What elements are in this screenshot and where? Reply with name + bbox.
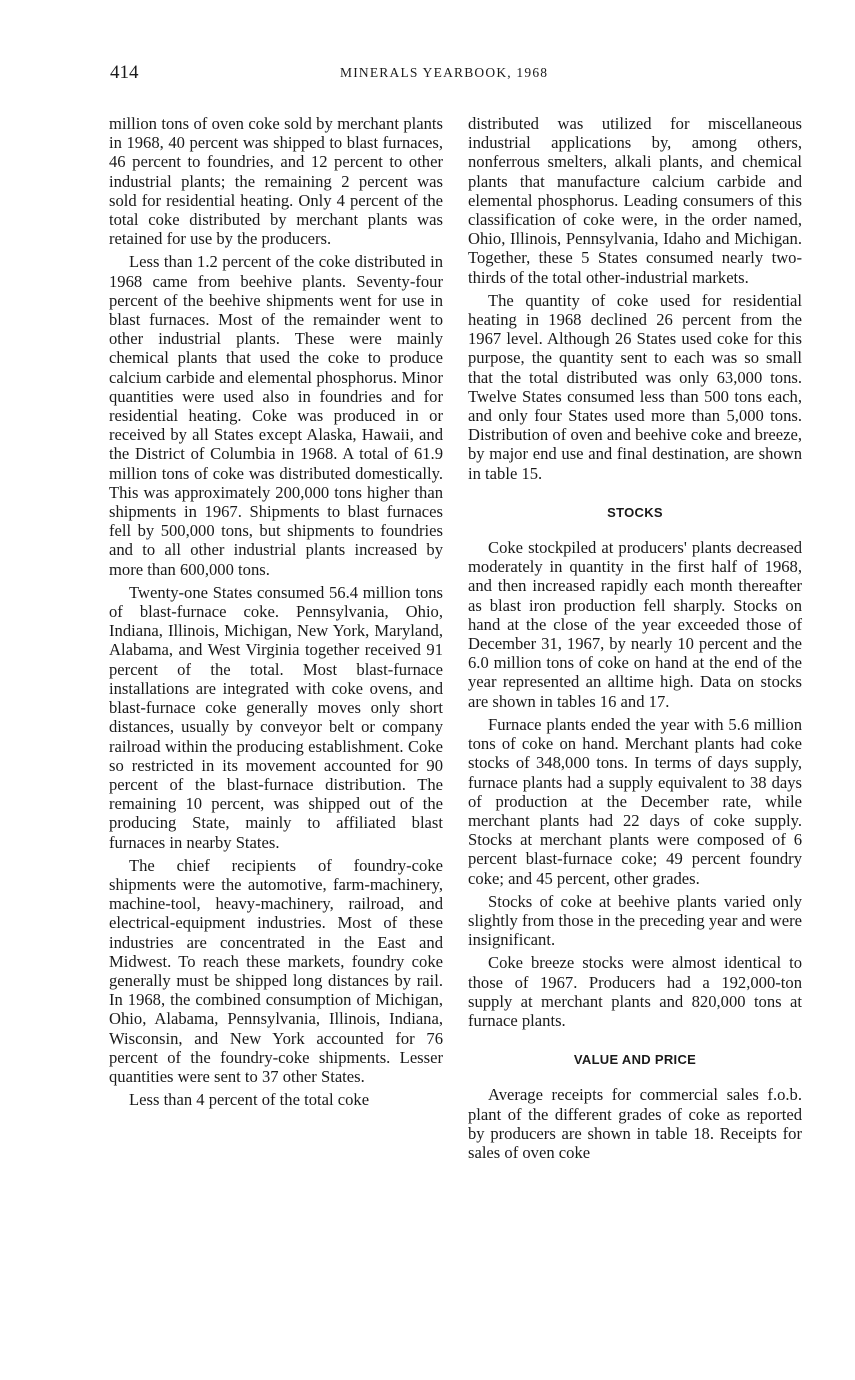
paragraph: Average receipts for commercial sales f.o.b. plant of the different grades of coke as reported by producers are shown in table 18. Receipts for sales of oven coke bbox=[468, 1085, 802, 1162]
paragraph: The quantity of coke used for residential heating in 1968 declined 26 percent from the 1967 level. Although 26 States used coke for this purpose, the quantity sent to each was so small that the total distributed was only 63,000 tons. Twelve States consumed less than 500 tons each, and only four States used more than 5,000 tons. Distribution of oven and beehive coke and breeze, by major end use and final destination, are shown in table 15. bbox=[468, 290, 802, 483]
paragraph: Furnace plants ended the year with 5.6 million tons of coke on hand. Merchant plants had coke stocks of 348,000 tons. In terms of days supply, furnace plants had a supply equivalent to 38 days of production at the December rate, while merchant plants had 22 days of coke supply. Stocks at merchant plants were composed of 6 percent blast-furnace coke; 49 percent foundry coke; and 45 percent, other grades. bbox=[468, 714, 802, 888]
right-column bbox=[468, 114, 802, 1166]
paragraph: Less than 4 percent of the total coke bbox=[129, 1090, 370, 1110]
page-header bbox=[110, 62, 810, 86]
page-number: 414 bbox=[110, 62, 139, 83]
section-heading-stocks: STOCKS bbox=[607, 504, 663, 520]
section-heading-value-and-price: VALUE AND PRICE bbox=[573, 1052, 697, 1068]
paragraph: Stocks of coke at beehive plants varied only slightly from those in the preceding year and were insignificant. bbox=[468, 891, 802, 950]
left-column bbox=[109, 114, 443, 1113]
paragraph: Twenty-one States consumed 56.4 million tons of blast-furnace coke. Pennsylvania, Ohio, Indiana, Illinois, Michigan, New York, Maryland, Alabama, and West Virginia together received 91 percent of the total. Most blast-furnace installations are integrated with coke ovens, and blast-furnace coke generally moves only short distances, usually by conveyor belt or company railroad within the producing establishment. Coke so restricted in its movement accounted for 90 percent of the blast-furnace distribution. The remaining 10 percent, was shipped out of the producing State, mainly to affiliated blast furnaces in nearby States. bbox=[109, 582, 443, 852]
paragraph: The chief recipients of foundry-coke shipments were the automotive, farm-machinery, machine-tool, heavy-machinery, railroad, and electrical-equipment industries. Most of these industries are concentrated in the East and Midwest. To reach these markets, foundry coke generally must be shipped long distances by rail. In 1968, the combined consumption of Michigan, Ohio, Alabama, Pennsylvania, Illinois, Indiana, Wisconsin, and New York accounted for 76 percent of the foundry-coke shipments. Lesser quantities were sent to 37 other States. bbox=[109, 855, 443, 1086]
paragraph: million tons of oven coke sold by merchant plants in 1968, 40 percent was shipped to blast furnaces, 46 percent to foundries, and 12 percent to other industrial plants; the remaining 2 percent was sold for residential heating. Only 4 percent of the total coke distributed by merchant plants was retained for use by the producers. bbox=[109, 114, 443, 249]
paragraph: Less than 1.2 percent of the coke distributed in 1968 came from beehive plants. Seventy-four percent of the beehive shipments went for use in blast furnaces. Most of the remainder went to other industrial plants. These were mainly chemical plants that used the coke to produce calcium carbide and elemental phosphorus. Minor quantities were used also in foundries and for residential heating. Coke was produced in or received by all States except Alaska, Hawaii, and the District of Columbia in 1968. A total of 61.9 million tons of coke was distributed domestically. This was approximately 200,000 tons higher than shipments in 1967. Shipments to blast furnaces fell by 500,000 tons, but shipments to foundries and to all other industrial plants increased by more than 600,000 tons. bbox=[109, 252, 443, 579]
running-head: MINERALS YEARBOOK, 1968 bbox=[340, 65, 549, 80]
paragraph: Coke breeze stocks were almost identical to those of 1967. Producers had a 192,000-ton supply at merchant plants and 820,000 tons at furnace plants. bbox=[468, 953, 802, 1030]
paragraph: Coke stockpiled at producers' plants decreased moderately in quantity in the first half of 1968, and then increased rapidly each month thereafter as blast iron production fell sharply. Stocks on hand at the close of the year exceeded those of December 31, 1967, by nearly 10 percent and the 6.0 million tons of coke on hand at the end of the year represented an alltime high. Data on stocks are shown in tables 16 and 17. bbox=[468, 538, 802, 711]
paragraph: distributed was utilized for miscellaneous industrial applications by, among others, nonferrous smelters, alkali plants, and chemical plants that manufacture calcium carbide and elemental phosphorus. Leading consumers of this classification of coke were, in the order named, Ohio, Illinois, Pennsylvania, Idaho and Michigan. Together, these 5 States consumed nearly two-thirds of the total other-industrial markets. bbox=[468, 114, 802, 287]
